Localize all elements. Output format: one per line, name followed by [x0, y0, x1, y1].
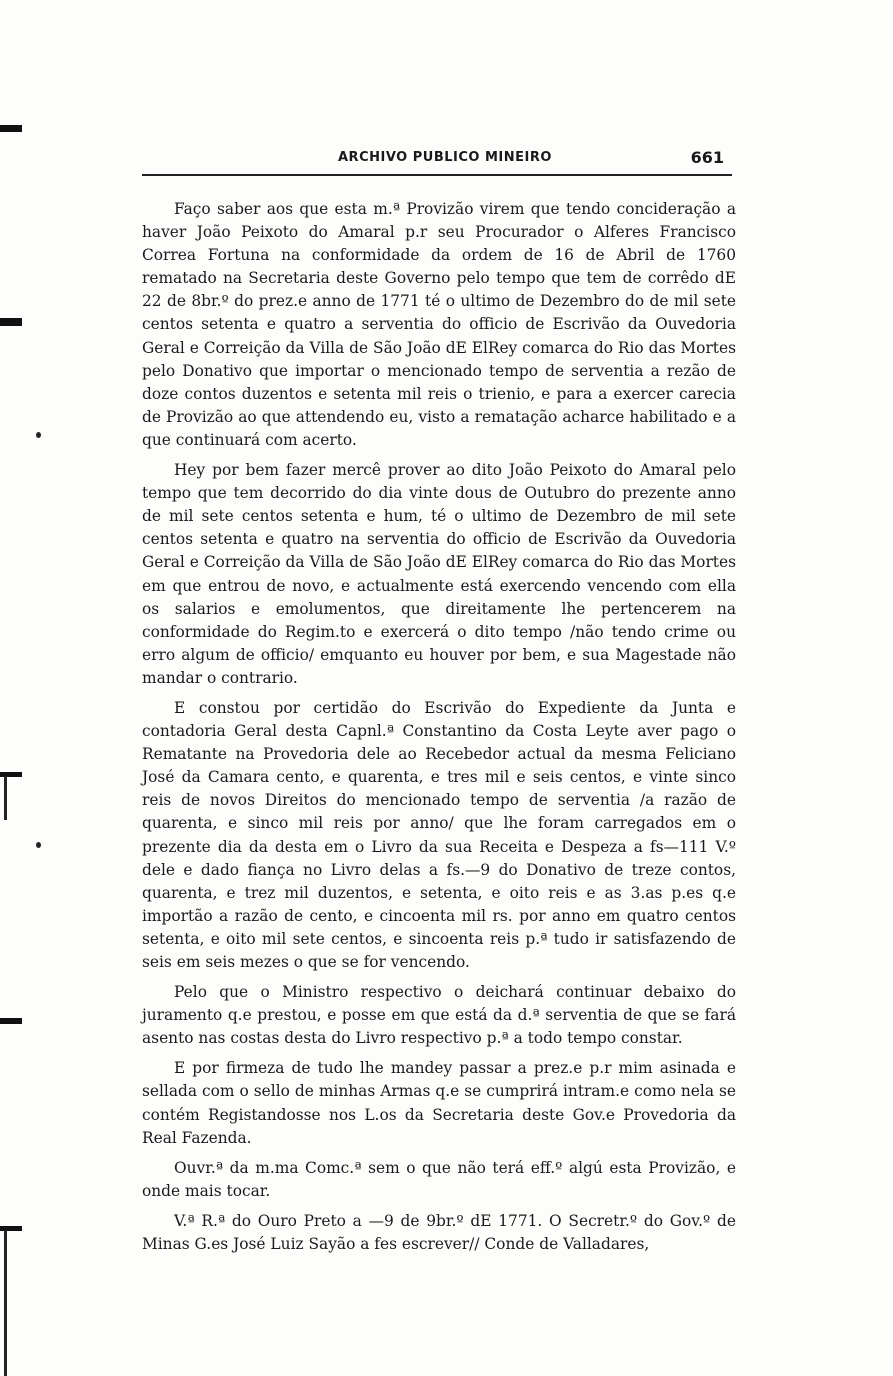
paragraph: Faço saber aos que esta m.ª Provizão virem que tendo concideração a haver João Peixoto do Amaral p.r seu Procurador o Alferes Francisco Correa Fortuna na conformidade da ordem de 16 de Abril de 1760 rematado na Secretaria deste Governo pelo tempo que tem de corrêdo dE 22 de 8br.º do prez.e anno de 1771 té o ultimo de Dezembro do de mil sete centos setenta e quatro a serventia do officio de Escrivão da Ouvedoria Geral e Correição da Villa de São João dE ElRey comarca do Rio das Mortes pelo Donativo que importar o mencionado tempo de serventia a rezão de doze contos duzentos e setenta mil reis o trienio, e para a exercer carecia de Provizão ao que attendendo eu, visto a rematação acharce habilitado e a que continuará com acerto.	[142, 200, 736, 449]
scan-edge-mark	[0, 1018, 22, 1024]
paragraph: Ouvr.ª da m.ma Comc.ª sem o que não terá eff.º algú esta Provizão, e onde mais tocar.	[142, 1158, 736, 1200]
ink-speck	[36, 432, 41, 438]
paragraph: E constou por certidão do Escrivão do Expediente da Junta e contadoria Geral desta Capnl.ª Constantino da Costa Leyte aver pago o Rematante na Provedoria dele ao Recebedor actual da mesma Feliciano José da Camara cento, e quarenta, e tres mil e seis centos, e vinte sinco reis de novos Direitos do mencionado tempo de serventia /a razão de quarenta, e sinco mil reis por anno/ que lhe foram carregados em o prezente dia da desta em o Livro da sua Receita e Despeza a fs—111 V.º dele e dado fiança no Livro delas a fs.—9 do Donativo de treze contos, quarenta, e trez mil duzentos, e setenta, e oito reis e as 3.as p.es q.e importão a razão de cento, e cincoenta mil rs. por anno em quatro centos setenta, e oito mil sete centos, e sincoenta reis p.ª tudo ir satisfazendo de seis em seis mezes o que se for vencendo.	[142, 698, 736, 971]
scan-edge-line	[4, 1230, 7, 1376]
paragraph: V.ª R.ª do Ouro Preto a —9 de 9br.º dE 1771. O Secretr.º do Gov.º de Minas G.es José Luiz Sayão a fes escrever// Conde de Valladares,	[142, 1211, 736, 1254]
document-body	[142, 198, 736, 1263]
paragraph: E por firmeza de tudo lhe mandey passar a prez.e p.r mim asinada e sellada com o sello de minhas Armas q.e se cumprirá intram.e como nela se contém Registandosse nos L.os da Secretaria deste Gov.e Provedoria da Real Fazenda.	[142, 1059, 736, 1147]
header-rule	[142, 174, 732, 176]
running-header	[142, 150, 732, 174]
header-title: ARCHIVO PUBLICO MINEIRO	[338, 150, 552, 165]
paragraph: Hey por bem fazer mercê prover ao dito João Peixoto do Amaral pelo tempo que tem decorrido do dia vinte dous de Outubro do prezente anno de mil sete centos setenta e hum, té o ultimo de Dezembro de mil sete centos setenta e quatro na serventia do officio de Escrivão da Ouvedoria Geral e Correição da Villa de São João dE ElRey comarca do Rio das Mortes em que entrou de novo, e actualmente está exercendo vencendo com ella os salarios e emolumentos, que direitamente lhe pertencerem na conformidade do Regim.to e exercerá o dito tempo /não tendo crime ou erro algum de officio/ emquanto eu houver por bem, e sua Magestade não mandar o contrario.	[142, 461, 736, 687]
ink-speck	[36, 842, 41, 848]
page-number: 661	[690, 148, 724, 167]
scan-edge-mark	[0, 125, 22, 132]
paragraph: Pelo que o Ministro respectivo o deichará continuar debaixo do juramento q.e prestou, e posse em que está da d.ª serventia de que se fará asento nas costas desta do Livro respectivo p.ª a todo tempo constar.	[142, 983, 736, 1048]
scan-edge-mark	[0, 318, 22, 326]
scan-edge-line	[4, 776, 7, 820]
